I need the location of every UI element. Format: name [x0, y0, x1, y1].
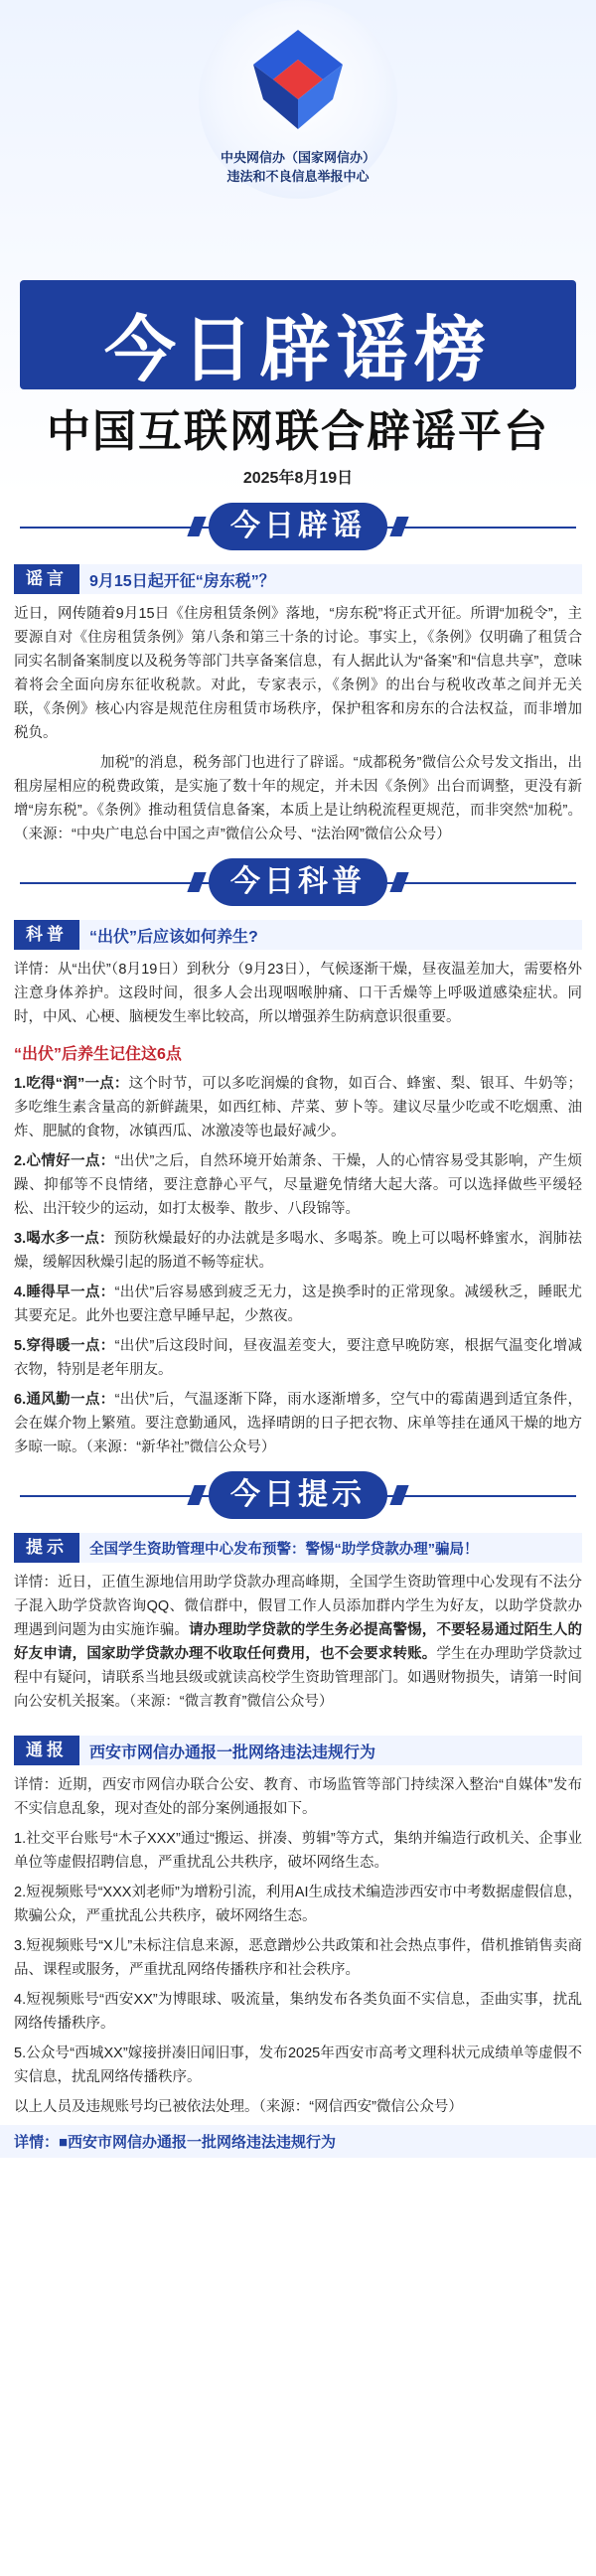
- tips-warning: 请办理助学贷款的学生务必提高警惕，不要轻易通过陌生人的好友申请，国家助学贷款办理不收取任何费用，也不会要求转账。: [14, 1622, 583, 1662]
- issue-date: 2025年8月19日: [242, 470, 354, 487]
- logo-line2: 违法和不良信息举报中心: [226, 169, 370, 184]
- section-title-rumor: 今日辟谣: [209, 503, 387, 550]
- banner-title: 今日辟谣榜: [103, 311, 492, 390]
- point-title: 2.心情好一点：: [14, 1153, 115, 1169]
- science-point: [14, 1149, 582, 1221]
- logo-line1: 中央网信办（国家网信办）: [220, 150, 375, 165]
- report-case: 3.短视频账号“X儿”未标注信息来源，恶意蹭炒公共政策和社会热点事件，借机推销售卖商品、课程或服务，严重扰乱网络传播秩序和社会秩序。: [14, 1938, 582, 1978]
- report-case: 1.社交平台账号“木子XXX”通过“搬运、拼凑、剪辑”等方式，集纳并编造行政机关、企事业单位等虚假招聘信息，严重扰乱公共秩序，破坏网络生态。: [14, 1831, 582, 1871]
- point-title: 6.通风勤一点：: [14, 1392, 115, 1408]
- point-text: 预防秋燥最好的办法就是多喝水、多喝茶。晚上可以喝杯蜂蜜水，润肺祛燥，缓解因秋燥引起的肠道不畅等症状。: [14, 1231, 582, 1271]
- science-title: “出伏”后应该如何养生?: [89, 928, 258, 946]
- science-point: [14, 1227, 582, 1275]
- point-title: 4.睡得早一点：: [14, 1285, 115, 1300]
- point-title: 3.喝水多一点：: [14, 1231, 114, 1247]
- platform-subtitle: 中国互联网联合辟谣平台: [47, 407, 549, 456]
- science-tag: 科普: [14, 920, 79, 950]
- point-text: “出伏”后这段时间，昼夜温差变大，要注意早晚防寒，根据气温变化增减衣物，特别是老年朋友。: [14, 1338, 582, 1378]
- report-tag: 通报: [14, 1736, 79, 1765]
- science-item: [0, 920, 596, 1459]
- science-point: [14, 1281, 582, 1328]
- rumor-tag-row: [14, 564, 582, 594]
- section-header-science: [0, 852, 596, 912]
- header: [0, 0, 596, 497]
- point-title: 1.吃得“润”一点：: [14, 1076, 129, 1092]
- point-text: “出伏”后容易感到疲乏无力，这是换季时的正常现象。减缓秋乏，睡眠尤其要充足。此外也要注意早睡早起，少熬夜。: [14, 1285, 582, 1324]
- point-title: 5.穿得暖一点：: [14, 1338, 115, 1354]
- report-case: 5.公众号“西城XX”嫁接拼凑旧闻旧事，发布2025年西安市高考文理科状元成绩单等虚假不实信息，扰乱网络传播秩序。: [14, 2046, 582, 2085]
- section-title-science: 今日科普: [209, 858, 387, 906]
- point-text: “出伏”之后，自然环境开始萧条、干燥，人的心情容易受其影响，产生烦躁、抑郁等不良情绪，要注意静心平气，尽量避免情绪大起大落。可以选择做些平缓轻松、出汗较少的运动，如打太极拳、散步、八段锦等。: [14, 1153, 582, 1217]
- point-text: 这个时节，可以多吃润燥的食物，如百合、蜂蜜、梨、银耳、牛奶等；多吃维生素含量高的新鲜蔬果，如西红柿、芹菜、萝卜等。建议尽量少吃或不吃烟熏、油炸、肥腻的食物，冰镇西瓜、冰激凌等也最好减少。: [14, 1076, 583, 1139]
- report-tag-row: [14, 1736, 582, 1765]
- tips-item: [0, 1533, 596, 2119]
- report-title: 西安市网信办通报一批网络违法违规行为: [89, 1743, 376, 1761]
- rumor-item: [0, 564, 596, 846]
- section-title-tips: 今日提示: [209, 1471, 387, 1519]
- report-case: 2.短视频账号“XXX刘老师”为增粉引流，利用AI生成技术编造涉西安市中考数据虚假信息，欺骗公众，严重扰乱公共秩序，破坏网络生态。: [14, 1885, 582, 1924]
- science-list-heading: “出伏”后养生记住这6点: [14, 1046, 182, 1063]
- title-banner: [20, 280, 576, 389]
- tips-paragraph: [14, 1571, 582, 1714]
- report-case: 4.短视频账号“西安XX”为博眼球、吸流量，集纳发布各类负面不实信息，歪曲实事，扰乱网络传播秩序。: [14, 1992, 582, 2032]
- logo: [174, 0, 422, 243]
- rumor-paragraph-1: 近日，网传随着9月15日《住房租赁条例》落地，“房东税”将正式开征。所谓“加税令”，主要源自对《住房租赁条例》第八条和第三十条的讨论。事实上，《条例》仅明确了租赁合同实名制备案制度以及税务等部门共享备案信息，有人据此认为“备案”和“信息共享”，意味着将会全面向房东征收税款。对此，专家表示，《条例》的出台与税收改革之间并无关联，《条例》核心内容是规范住房租赁市场秩序，保护租客和房东的合法权益，而非增加税负。: [14, 606, 582, 741]
- tips-tag: 提示: [14, 1533, 79, 1563]
- section-header-rumor: [0, 497, 596, 556]
- point-text: “出伏”后，气温逐渐下降，雨水逐渐增多，空气中的霉菌遇到适宜条件，会在媒介物上繁殖。要注意勤通风，选择晴朗的日子把衣物、床单等挂在通风干燥的地方多晾一晾。（来源：“新华社”微信公众号）: [14, 1392, 582, 1455]
- science-tag-row: [14, 920, 582, 950]
- report-closing: 以上人员及违规账号均已被依法处理。（来源：“网信西安”微信公众号）: [14, 2099, 463, 2115]
- tips-lead: 详情：近日，正值生源地信用助学贷款办理高峰期，全国学生资助管理中心发现有不法分子混入助学贷款咨询QQ、微信群中，假冒工作人员添加群内学生为好友，以助学贷款办理遇到问题为由实施诈骗。: [14, 1575, 582, 1638]
- science-point: [14, 1334, 582, 1382]
- tips-tail: 学生在办理助学贷款过程中有疑问，请联系当地县级或就读高校学生资助管理部门。如遇财物损失，请第一时间向公安机关报案。（来源：“微言教育”微信公众号）: [14, 1646, 583, 1710]
- rumor-paragraph-2: 加税”的消息，税务部门也进行了辟谣。“成都税务”微信公众号发文指出，出租房屋相应的税费政策，是实施了数十年的规定，并未因《条例》出台而调整，更没有新增“房东税”。《条例》推动租赁信息备案，本质上是让纳税流程更规范，而非突然“加税”。（来源：“中央广电总台中国之声”微信公众号、“法治网”微信公众号）: [14, 755, 582, 842]
- section-header-tips: [0, 1465, 596, 1525]
- tips-title: 全国学生资助管理中心发布预警：警惕“助学贷款办理”骗局！: [89, 1541, 479, 1558]
- tips-tag-row: [14, 1533, 582, 1563]
- report-bottom-bar: 详情：■西安市网信办通报一批网络违法违规行为: [0, 2125, 596, 2158]
- rumor-tag: 谣言: [14, 564, 79, 594]
- report-intro: 详情：近期，西安市网信办联合公安、教育、市场监管等部门持续深入整治“自媒体”发布不实信息乱象，现对查处的部分案例通报如下。: [14, 1777, 582, 1817]
- rumor-title: 9月15日起开征“房东税”？: [89, 572, 275, 590]
- science-point: [14, 1388, 582, 1459]
- shield-logo-icon: [233, 25, 363, 134]
- science-intro: 详情：从“出伏”（8月19日）到秋分（9月23日），气候逐渐干燥，昼夜温差加大，需要格外注意身体养护。这段时间，很多人会出现咽喉肿痛、口干舌燥等上呼吸道感染症状。同时，中风、心梗、脑梗发生率比较高，所以增强养生防病意识很重要。: [14, 962, 582, 1025]
- science-point: [14, 1072, 582, 1143]
